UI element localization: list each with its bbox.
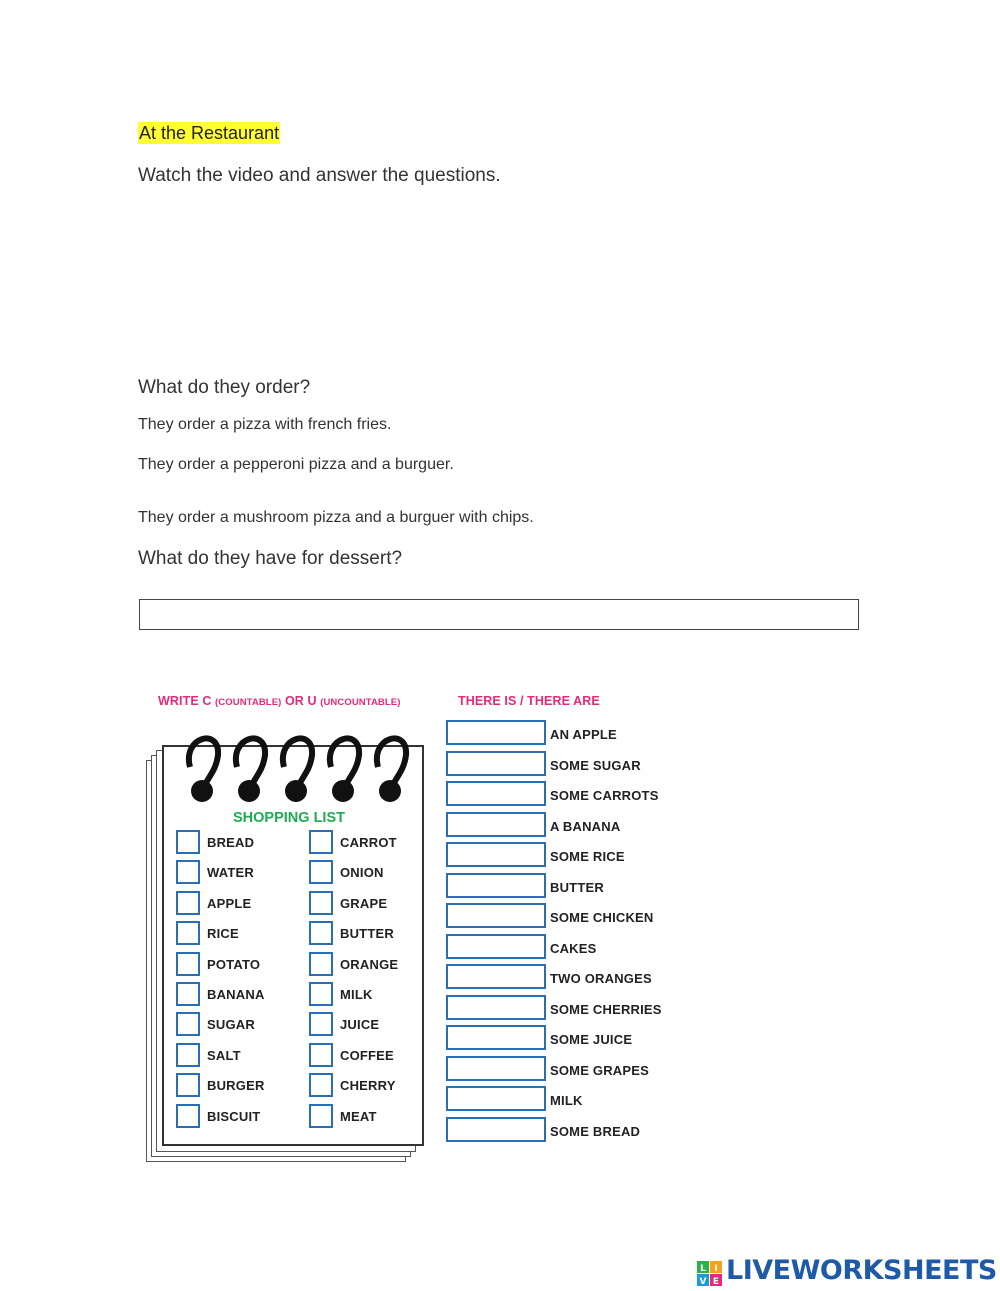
there-is-answer-box[interactable] (446, 964, 546, 989)
shopping-item-label: JUICE (340, 1017, 380, 1033)
there-is-answer-box[interactable] (446, 995, 546, 1020)
shopping-item-label: APPLE (207, 895, 252, 911)
there-is-item-label: SOME BREAD (550, 1123, 641, 1139)
liveworksheets-logo-text: LIVEWORKSHEETS (726, 1255, 997, 1286)
shopping-item-label: BREAD (207, 835, 255, 850)
order-option-1[interactable]: They order a pizza with french fries. (138, 416, 392, 433)
shopping-item-label: CHERRY (340, 1078, 396, 1094)
shopping-item-label: ORANGE (340, 956, 399, 972)
there-is-answer-box[interactable] (446, 1025, 546, 1050)
shopping-item-label: COFFEE (340, 1047, 394, 1063)
there-is-item-label: SOME CARROTS (550, 788, 659, 803)
there-is-item-label: AN APPLE (550, 727, 617, 742)
there-is-heading: THERE IS / THERE ARE (458, 694, 600, 708)
countable-heading: WRITE C (COUNTABLE) OR U (UNCOUNTABLE) (158, 694, 401, 708)
there-is-item-label: MILK (550, 1093, 583, 1108)
countable-answer-box[interactable] (176, 982, 200, 1006)
logo-mark-letter: L (700, 1264, 706, 1274)
spiral-ring-icon (229, 727, 269, 807)
there-is-answer-box[interactable] (446, 1086, 546, 1111)
there-is-answer-box[interactable] (446, 1117, 546, 1142)
there-is-answer-box[interactable] (446, 934, 546, 959)
countable-answer-box[interactable] (176, 1104, 200, 1128)
there-is-item-label: SOME RICE (550, 849, 625, 864)
shopping-item-label: MEAT (340, 1108, 377, 1124)
there-is-item-label: TWO ORANGES (550, 971, 652, 986)
countable-answer-box[interactable] (309, 1043, 333, 1067)
question-order: What do they order? (138, 377, 311, 398)
countable-answer-box[interactable] (309, 830, 333, 854)
spiral-ring-icon (370, 727, 410, 807)
countable-answer-box[interactable] (309, 952, 333, 976)
countable-answer-box[interactable] (176, 830, 200, 854)
countable-answer-box[interactable] (176, 1073, 200, 1097)
question-dessert: What do they have for dessert? (138, 548, 403, 569)
there-is-answer-box[interactable] (446, 842, 546, 867)
there-is-item-label: SOME GRAPES (550, 1062, 649, 1078)
shopping-item-label: GRAPE (340, 895, 388, 911)
there-is-item-label: SOME JUICE (550, 1032, 633, 1047)
there-is-item-label: CAKES (550, 940, 597, 956)
there-is-item-label: BUTTER (550, 879, 604, 895)
countable-answer-box[interactable] (309, 982, 333, 1006)
shopping-item-label: BURGER (207, 1078, 265, 1094)
logo-mark-letter: V (699, 1277, 707, 1287)
countable-answer-box[interactable] (309, 1104, 333, 1128)
there-is-answer-box[interactable] (446, 1056, 546, 1081)
shopping-list-title: SHOPPING LIST (233, 810, 345, 826)
there-is-answer-box[interactable] (446, 873, 546, 898)
spiral-ring-icon (182, 727, 222, 807)
worksheet-title: At the Restaurant (139, 123, 280, 143)
logo-mark-letter: E (712, 1277, 720, 1287)
countable-answer-box[interactable] (309, 1012, 333, 1036)
shopping-item-label: SUGAR (207, 1017, 255, 1033)
there-is-item-label: SOME SUGAR (550, 757, 641, 773)
shopping-item-label: WATER (207, 865, 254, 881)
there-is-answer-box[interactable] (446, 812, 546, 837)
shopping-item-label: RICE (207, 926, 239, 942)
there-is-answer-box[interactable] (446, 903, 546, 928)
countable-answer-box[interactable] (176, 1043, 200, 1067)
countable-answer-box[interactable] (309, 1073, 333, 1097)
countable-answer-box[interactable] (176, 1012, 200, 1036)
order-option-3[interactable]: They order a mushroom pizza and a burguer with chips. (138, 509, 534, 526)
shopping-item-label: BISCUIT (207, 1108, 261, 1124)
there-is-item-label: A BANANA (550, 818, 621, 834)
shopping-item-label: BUTTER (340, 926, 394, 942)
there-is-answer-box[interactable] (446, 751, 546, 776)
countable-answer-box[interactable] (176, 921, 200, 945)
countable-answer-box[interactable] (309, 860, 333, 884)
shopping-item-label: CARROT (340, 835, 397, 850)
countable-answer-box[interactable] (176, 891, 200, 915)
dessert-answer-input[interactable] (139, 599, 859, 630)
shopping-item-label: MILK (340, 987, 373, 1002)
liveworksheets-logo-icon (697, 1258, 723, 1290)
instruction-text: Watch the video and answer the questions. (138, 165, 501, 186)
spiral-ring-icon (276, 727, 316, 807)
there-is-answer-box[interactable] (446, 781, 546, 806)
countable-answer-box[interactable] (309, 891, 333, 915)
there-is-item-label: SOME CHERRIES (550, 1001, 662, 1017)
order-option-2[interactable]: They order a pepperoni pizza and a burguer. (138, 456, 454, 473)
there-is-item-label: SOME CHICKEN (550, 910, 654, 925)
countable-answer-box[interactable] (309, 921, 333, 945)
there-is-answer-box[interactable] (446, 720, 546, 745)
countable-answer-box[interactable] (176, 860, 200, 884)
shopping-item-label: POTATO (207, 956, 261, 972)
shopping-item-label: BANANA (207, 987, 265, 1002)
shopping-item-label: ONION (340, 865, 384, 881)
shopping-item-label: SALT (207, 1047, 241, 1063)
countable-answer-box[interactable] (176, 952, 200, 976)
logo-mark-letter: I (714, 1264, 718, 1274)
spiral-ring-icon (323, 727, 363, 807)
